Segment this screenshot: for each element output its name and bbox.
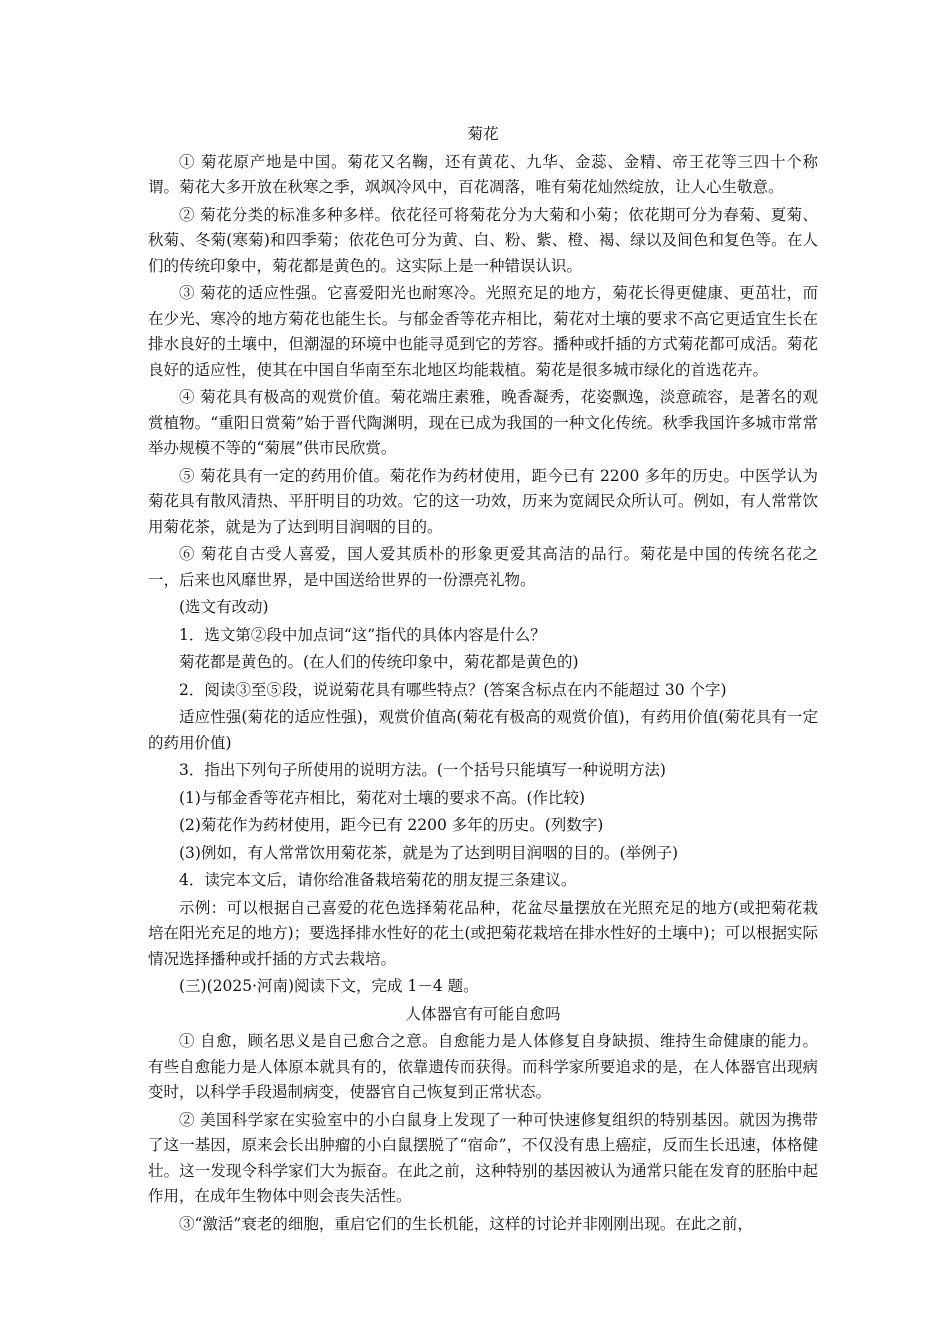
answer-3-2: (2)菊花作为药材使用，距今已有 2200 多年的历史。(列数字) — [179, 816, 604, 834]
paragraph-3: ③ 菊花的适应性强。它喜爱阳光也耐寒冷。光照充足的地方，菊花长得更健康、更茁壮，而在少光、寒冷的地方菊花也能生长。与郁金香等花卉相比，菊花对土壤的要求不高它更适宜生长在排水良好的土壤中，但潮湿的环境中也能寻觅到它的芳容。播种或扦插的方式菊花都可成活。菊花良好的适应性，使其在中国自华南至东北地区均能栽植。菊花是很多城市绿化的首选花卉。 — [148, 284, 818, 379]
answer-3-1: (1)与郁金香等花卉相比，菊花对土壤的要求不高。(作比较) — [179, 788, 586, 807]
paragraph-2: ② 菊花分类的标准多种多样。依花径可将菊花分为大菊和小菊；依花期可分为春菊、夏菊、秋菊、冬菊(寒菊)和四季菊；依花色可分为黄、白、粉、紫、橙、褐、绿以及间色和复色等。在人们的传统印象中，菊花都是黄色的。这实际上是一种错误认识。 — [148, 205, 818, 275]
question-3: 3．指出下列句子所使用的说明方法。(一个括号只能填写一种说明方法) — [179, 761, 666, 779]
answer-3-3: (3)例如，有人常常饮用菊花茶，就是为了达到明目润咽的目的。(举例子) — [179, 843, 679, 862]
content-column — [148, 122, 818, 1239]
answer-1: 菊花都是黄色的。(在人们的传统印象中，菊花都是黄色的) — [179, 653, 579, 671]
article-title: 菊花 — [467, 125, 499, 143]
paragraph-5: ⑤ 菊花具有一定的药用价值。菊花作为药材使用，距今已有 2200 多年的历史。中医学认为菊花具有散风清热、平肝明目的功效。它的这一功效，历来为宽阔民众所认可。例如，有人常常饮用菊花茶，就是为了达到明目润咽的目的。 — [148, 466, 818, 536]
section-paragraph-2: ② 美国科学家在实验室中的小白鼠身上发现了一种可快速修复组织的特别基因。就因为携带了这一基因，原来会长出肿瘤的小白鼠摆脱了“宿命”，不仅没有患上癌症，反而生长迅速，体格健壮。这一发现令科学家们大为振奋。在此之前，这种特别的基因被认为通常只能在发育的胚胎中起作用，在成年生物体中则会丧失活性。 — [148, 1110, 818, 1205]
answer-4: 示例：可以根据自己喜爱的花色选择菊花品种，花盆尽量摆放在光照充足的地方(或把菊花栽培在阳光充足的地方)；要选择排水性好的花土(或把菊花栽培在排水性好的土壤中)；可以根据实际情况选择播种或扦插的方式去栽培。 — [148, 898, 818, 968]
answer-2: 适应性强(菊花的适应性强)，观赏价值高(菊花有极高的观赏价值)，有药用价值(菊花具有一定的药用价值) — [148, 708, 818, 752]
section-title: 人体器官有可能自愈吗 — [405, 1004, 561, 1023]
paragraph-6: ⑥ 菊花自古受人喜爱，国人爱其质朴的形象更爱其高洁的品行。菊花是中国的传统名花之一，后来也风靡世界，是中国送给世界的一份漂亮礼物。 — [148, 545, 818, 589]
section-paragraph-1: ① 自愈，顾名思义是自己愈合之意。自愈能力是人体修复自身缺损、维持生命健康的能力。有些自愈能力是人体原本就具有的，依靠遗传而获得。而科学家所要追求的是，在人体器官出现病变时，以科学手段遏制病变，使器官自己恢复到正常状态。 — [148, 1032, 818, 1101]
question-4: 4．读完本文后，请你给准备栽培菊花的朋友提三条建议。 — [179, 871, 577, 889]
section-intro: (三)(2025·河南)阅读下文，完成 1－4 题。 — [179, 977, 479, 995]
paragraph-1: ① 菊花原产地是中国。菊花又名鞠，还有黄花、九华、金蕊、金精、帝王花等三四十个称谓。菊花大多开放在秋寒之季，飒飒冷风中，百花凋落，唯有菊花灿然绽放，让人心生敬意。 — [148, 152, 818, 196]
section-paragraph-3: ③“激活”衰老的细胞，重启它们的生长机能，这样的讨论并非刚刚出现。在此之前， — [179, 1214, 753, 1233]
source-note: (选文有改动) — [179, 598, 269, 616]
question-1: 1．选文第②段中加点词“这”指代的具体内容是什么？ — [179, 625, 546, 644]
question-2: 2．阅读③至⑤段，说说菊花具有哪些特点？(答案含标点在内不能超过 30 个字) — [179, 680, 727, 699]
paragraph-4: ④ 菊花具有极高的观赏价值。菊花端庄素雅，晚香凝秀，花姿飘逸，淡意疏容，是著名的观赏植物。“重阳日赏菊”始于晋代陶渊明，现在已成为我国的一种文化传统。秋季我国许多城市常常举办规模不等的“菊展”供市民欣赏。 — [148, 388, 818, 457]
